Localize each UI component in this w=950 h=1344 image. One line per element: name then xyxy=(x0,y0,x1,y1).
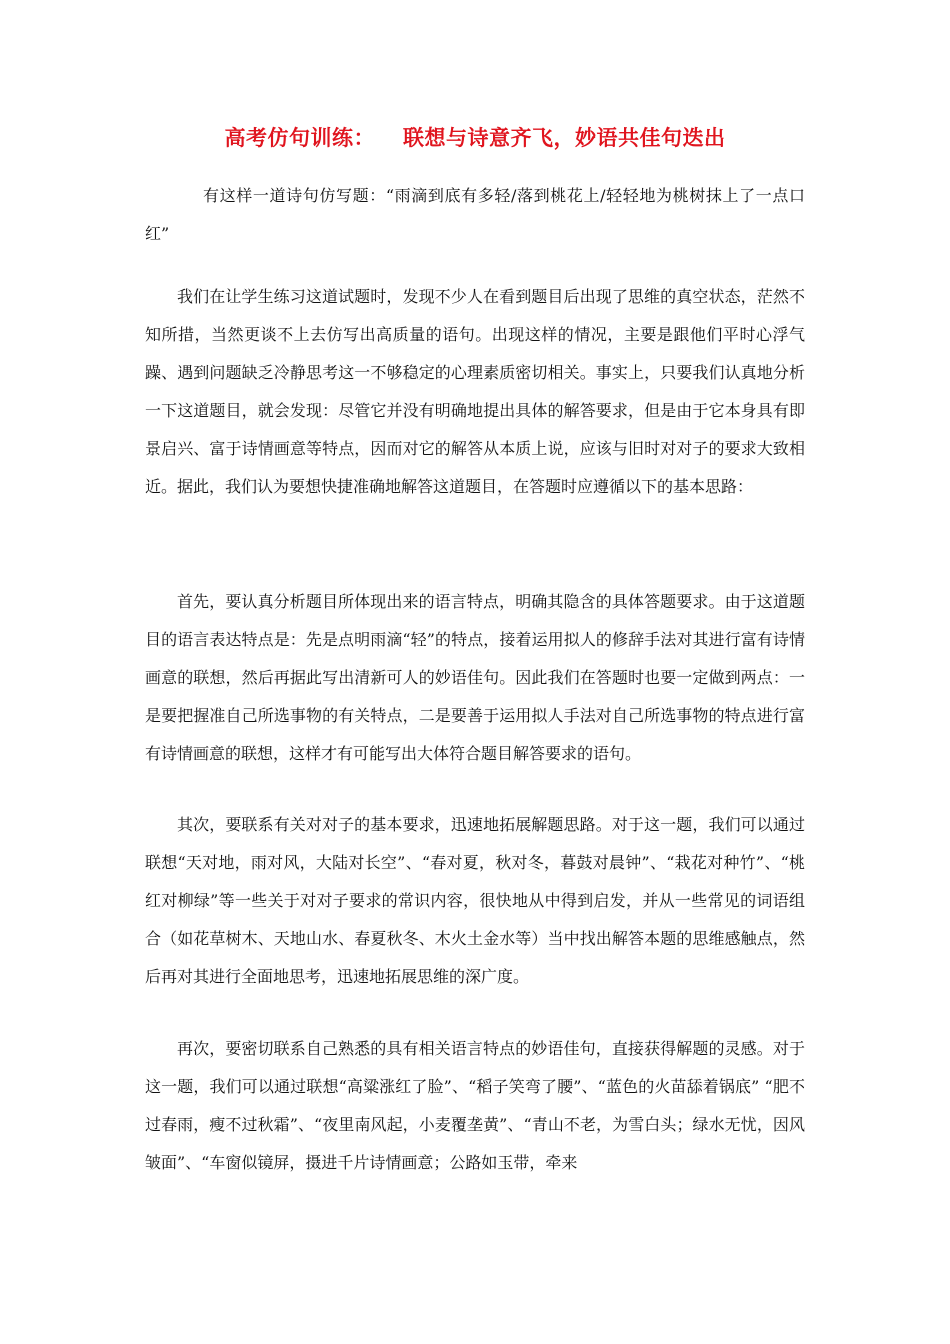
title-main: 联想与诗意齐飞，妙语共佳句迭出 xyxy=(403,125,726,150)
document-title xyxy=(0,122,950,152)
title-prefix: 高考仿句训练： xyxy=(224,125,375,150)
body-paragraph: 再次，要密切联系自己熟悉的具有相关语言特点的妙语佳句，直接获得解题的灵感。对于这一题，我们可以通过联想“高粱涨红了脸”、“稻子笑弯了腰”、“蓝色的火苗舔着锅底” “肥不过春雨，瘦不过秋霜”、“夜里南风起，小麦覆垄黄”、“青山不老，为雪白头；绿水无忧，因风皱面”、“车窗似镜屏，摄进千片诗情画意；公路如玉带，牵来 xyxy=(145,1039,805,1172)
body-paragraph: 首先，要认真分析题目所体现出来的语言特点，明确其隐含的具体答题要求。由于这道题目的语言表达特点是：先是点明雨滴“轻”的特点，接着运用拟人的修辞手法对其进行富有诗情画意的联想，然后再据此写出清新可人的妙语佳句。因此我们在答题时也要一定做到两点：一是要把握准自己所选事物的有关特点，二是要善于运用拟人手法对自己所选事物的特点进行富有诗情画意的联想，这样才有可能写出大体符合题目解答要求的语句。 xyxy=(145,592,805,763)
body-paragraph: 我们在让学生练习这道试题时，发现不少人在看到题目后出现了思维的真空状态，茫然不知所措，当然更谈不上去仿写出高质量的语句。出现这样的情况，主要是跟他们平时心浮气躁、遇到问题缺乏冷静思考这一不够稳定的心理素质密切相关。事实上，只要我们认真地分析一下这道题目，就会发现：尽管它并没有明确地提出具体的解答要求，但是由于它本身具有即景启兴、富于诗情画意等特点，因而对它的解答从本质上说，应该与旧时对对子的要求大致相近。据此，我们认为要想快捷准确地解答这道题目，在答题时应遵循以下的基本思路： xyxy=(145,287,805,496)
body-paragraph: 其次，要联系有关对对子的基本要求，迅速地拓展解题思路。对于这一题，我们可以通过联想“天对地，雨对风，大陆对长空”、“春对夏，秋对冬，暮鼓对晨钟”、“栽花对种竹”、“桃红对柳绿”等一些关于对对子要求的常识内容，很快地从中得到启发，并从一些常见的词语组合（如花草树木、天地山水、春夏秋冬、木火土金水等）当中找出解答本题的思维感触点，然后再对其进行全面地思考，迅速地拓展思维的深广度。 xyxy=(145,815,805,986)
intro-paragraph: 有这样一道诗句仿写题：“雨滴到底有多轻/落到桃花上/轻轻地为桃树抹上了一点口红” xyxy=(145,186,805,243)
